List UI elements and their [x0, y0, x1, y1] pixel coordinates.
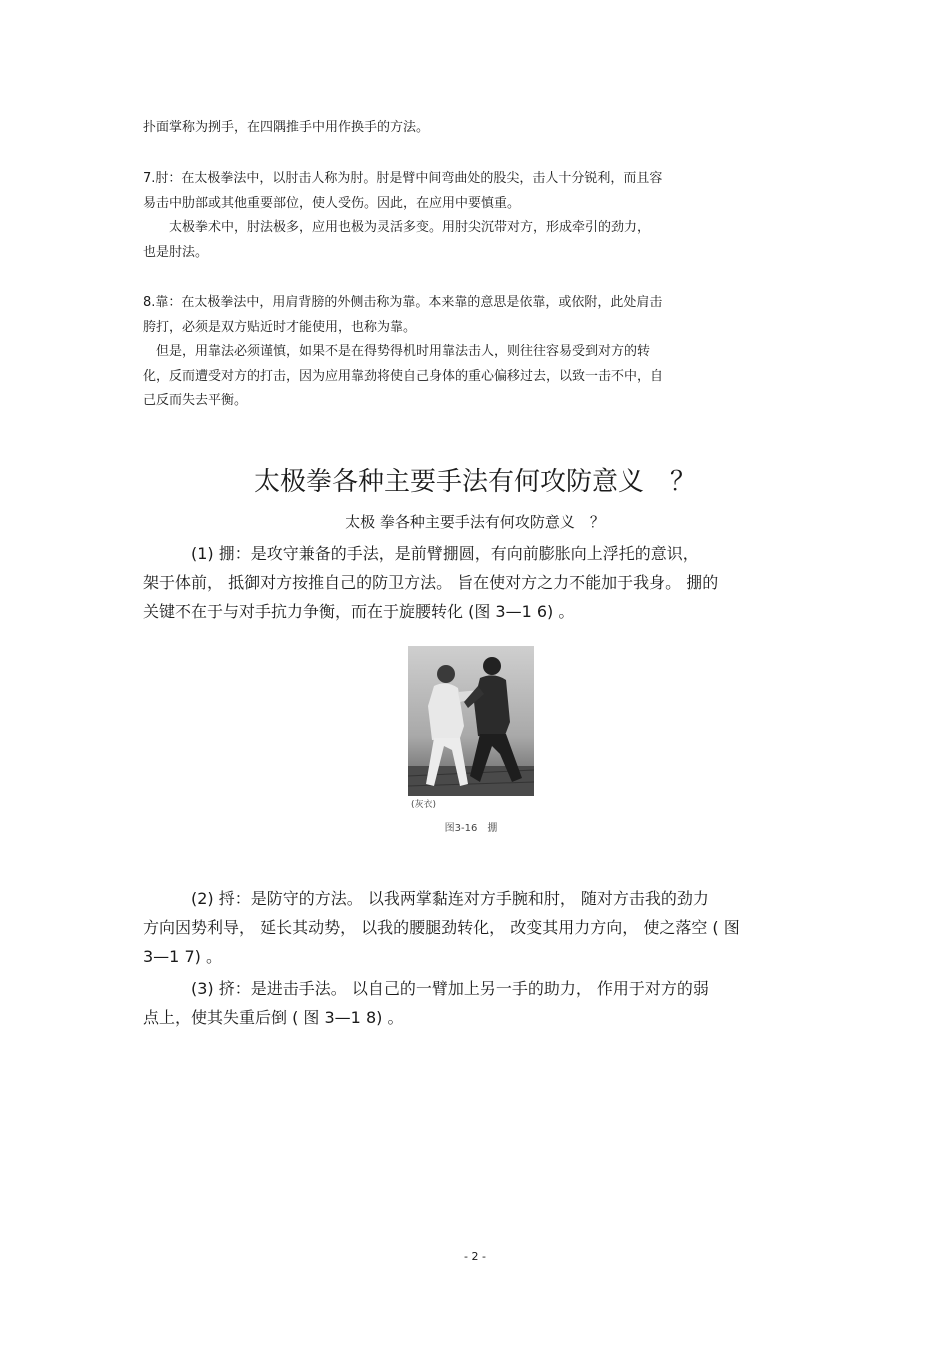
text-line: 易击中肋部或其他重要部位，使人受伤。因此，在应用中要慎重。 — [143, 195, 521, 211]
text-line: 但是，用靠法必须谨慎，如果不是在得势得机时用靠法击人，则往往容易受到对方的转 — [143, 344, 651, 359]
text-line: (3) 挤：是进击手法。 以自己的一臂加上另一手的助力， 作用于对方的弱 — [143, 979, 709, 998]
peng-paragraph — [143, 539, 813, 626]
figure-note: (灰衣) — [411, 800, 437, 810]
text-line: 也是肘法。 — [143, 244, 209, 260]
page-number: - 2 - — [464, 1250, 486, 1263]
text-line: 胯打，必须是双方贴近时才能使用，也称为靠。 — [143, 319, 417, 335]
section-subtitle: 太极 拳各种主要手法有何攻防意义 ？ — [345, 513, 605, 531]
text-line: 化，反而遭受对方的打击，因为应用靠劲将使自己身体的重心偏移过去，以致一击不中，自 — [143, 368, 664, 384]
lu-paragraph — [143, 884, 813, 971]
taiji-push-hands-photo — [408, 646, 534, 796]
text-line: 架于体前， 抵御对方按推自己的防卫方法。 旨在使对方之力不能加于我身。 掤的 — [143, 573, 719, 592]
kao-paragraph — [143, 291, 753, 414]
figure-3-16 — [405, 643, 537, 839]
text-line: 3—1 7) 。 — [143, 947, 222, 966]
text-line: (1) 掤：是攻守兼备的手法，是前臂掤圆，有向前膨胀向上浮托的意识， — [143, 544, 699, 563]
text-line: 扑面掌称为挒手，在四隅推手中用作换手的方法。 — [143, 120, 430, 135]
text-line: (2) 捋：是防守的方法。 以我两掌黏连对方手腕和肘， 随对方击我的劲力 — [143, 889, 709, 908]
section-title: 太极拳各种主要手法有何攻防意义 ？ — [253, 467, 696, 497]
text-line: 太极拳术中，肘法极多，应用也极为灵活多变。用肘尖沉带对方，形成牵引的劲力， — [143, 220, 651, 235]
text-line: 方向因势利导， 延长其动势， 以我的腰腿劲转化， 改变其用力方向， 使之落空 ( 图 — [143, 918, 740, 937]
ji-paragraph — [143, 974, 813, 1032]
text-line: 己反而失去平衡。 — [143, 393, 248, 408]
text-line: 关键不在于与对手抗力争衡，而在于旋腰转化 (图 3—1 6) 。 — [143, 602, 575, 621]
text-line: 点上，使其失重后倒 ( 图 3—1 8) 。 — [143, 1008, 404, 1027]
continued-paragraph — [143, 116, 753, 141]
figure-caption: 图3-16 掤 — [444, 823, 498, 834]
elbow-paragraph — [143, 167, 753, 265]
text-line: 7.肘：在太极拳法中，以肘击人称为肘。肘是臂中间弯曲处的股尖，击人十分锐利，而且容 — [143, 171, 663, 186]
text-line: 8.靠：在太极拳法中，用肩背膀的外侧击称为靠。本来靠的意思是依靠，或依附，此处肩击 — [143, 295, 663, 310]
